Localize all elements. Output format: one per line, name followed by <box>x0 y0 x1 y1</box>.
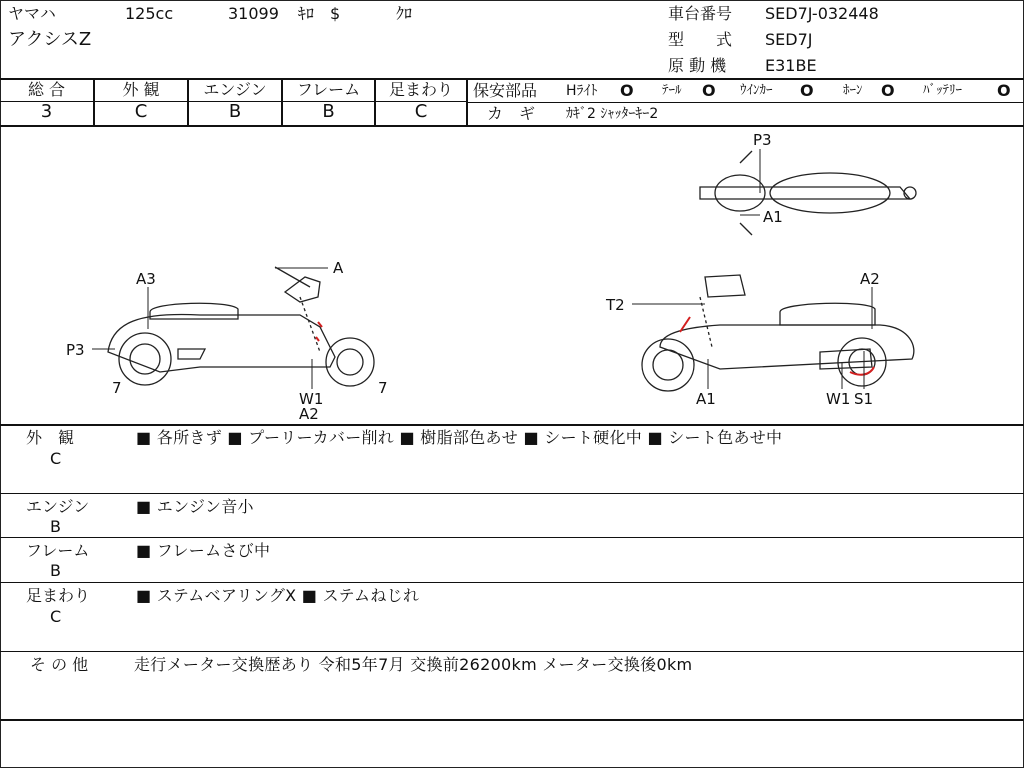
type-label: 型 式 <box>668 30 733 49</box>
grade-exterior-label: 外 観 <box>122 80 160 99</box>
section-other-text: 走行メーター交換歴あり 令和5年7月 交換前26200km メーター交換後0km <box>134 655 693 674</box>
divider <box>0 537 1024 538</box>
divider <box>0 651 1024 652</box>
label-top-P3: P3 <box>753 131 772 149</box>
section-frame-text: ■ フレームさび中 <box>136 541 271 560</box>
section-exterior-text: ■ 各所きず ■ プーリーカバー削れ ■ 樹脂部色あせ ■ シート硬化中 ■ シート色あせ中 <box>136 428 783 447</box>
section-frame-grade: B <box>50 561 61 580</box>
key-value: ｶｷﾞ2 ｼｬｯﾀｰｷｰ2 <box>566 106 659 122</box>
label-right-A2: A2 <box>860 270 880 288</box>
body-color: ｸﾛ <box>396 4 413 23</box>
mileage-unit: ｷﾛ <box>298 4 315 23</box>
section-suspension-grade: C <box>50 607 62 626</box>
engine-value: E31BE <box>765 56 817 75</box>
displacement: 125cc <box>125 4 174 23</box>
safety-winker: ｳｲﾝｶｰ <box>740 83 773 98</box>
safety-parts-label: 保安部品 <box>473 81 538 100</box>
divider <box>0 719 1024 721</box>
label-left-A3: A3 <box>136 270 156 288</box>
section-engine-label: エンジン <box>26 497 90 516</box>
label-right-W1: W1 <box>826 390 851 408</box>
divider <box>0 493 1024 494</box>
safety-horn: ﾎｰﾝ <box>843 83 863 98</box>
section-engine-grade: B <box>50 517 61 536</box>
label-right-S1: S1 <box>854 390 874 408</box>
label-top-A1: A1 <box>763 208 783 226</box>
section-other-label: そ の 他 <box>30 655 89 674</box>
label-left-P3: P3 <box>66 341 85 359</box>
grade-exterior-value: C <box>134 101 148 122</box>
safety-battery: ﾊﾞｯﾃﾘｰ <box>923 83 962 98</box>
grade-frame-value: B <box>322 101 335 122</box>
section-exterior-grade: C <box>50 449 62 468</box>
label-left-A: A <box>333 259 344 277</box>
label-left-W1: W1 <box>299 390 324 408</box>
scooter-right-view <box>642 275 914 391</box>
divider <box>0 582 1024 583</box>
grade-engine-value: B <box>228 101 242 122</box>
scooter-top-view <box>700 151 916 235</box>
label-right-A1: A1 <box>696 390 716 408</box>
grade-frame-label: フレーム <box>296 80 361 99</box>
frame-number-label: 車台番号 <box>668 4 733 23</box>
section-engine-text: ■ エンジン音小 <box>136 497 254 516</box>
label-left-7a: 7 <box>112 379 122 397</box>
safety-horn-mark: O <box>881 81 895 100</box>
frame-number: SED7J-032448 <box>765 4 879 23</box>
label-left-A2: A2 <box>299 405 319 423</box>
grade-overall-value: 3 <box>40 101 53 122</box>
safety-headlight: Hﾗｲﾄ <box>566 83 598 99</box>
type-value: SED7J <box>765 30 813 49</box>
damage-diagram <box>0 127 1024 424</box>
grade-suspension-value: C <box>414 101 428 122</box>
label-left-7b: 7 <box>378 379 388 397</box>
safety-tail: ﾃｰﾙ <box>662 83 682 98</box>
divider <box>467 102 1024 103</box>
divider <box>0 424 1024 426</box>
grade-overall-label: 総 合 <box>27 80 66 99</box>
currency-mark: $ <box>330 4 341 23</box>
grade-suspension-label: 足まわり <box>388 80 453 99</box>
model-name: アクシスZ <box>8 29 92 50</box>
engine-label: 原 動 機 <box>668 56 727 75</box>
safety-headlight-mark: O <box>620 81 634 100</box>
safety-battery-mark: O <box>997 81 1011 100</box>
section-suspension-label: 足まわり <box>26 586 91 605</box>
label-right-T2: T2 <box>606 296 625 314</box>
section-frame-label: フレーム <box>26 541 90 560</box>
safety-tail-mark: O <box>702 81 716 100</box>
section-suspension-text: ■ ステムベアリングX ■ ステムねじれ <box>136 586 420 605</box>
mileage: 31099 <box>228 4 279 23</box>
safety-winker-mark: O <box>800 81 814 100</box>
key-label: カ ギ <box>487 104 536 123</box>
section-exterior-label: 外 観 <box>26 428 75 447</box>
maker: ヤマハ <box>8 4 56 23</box>
grade-engine-label: エンジン <box>203 80 267 99</box>
